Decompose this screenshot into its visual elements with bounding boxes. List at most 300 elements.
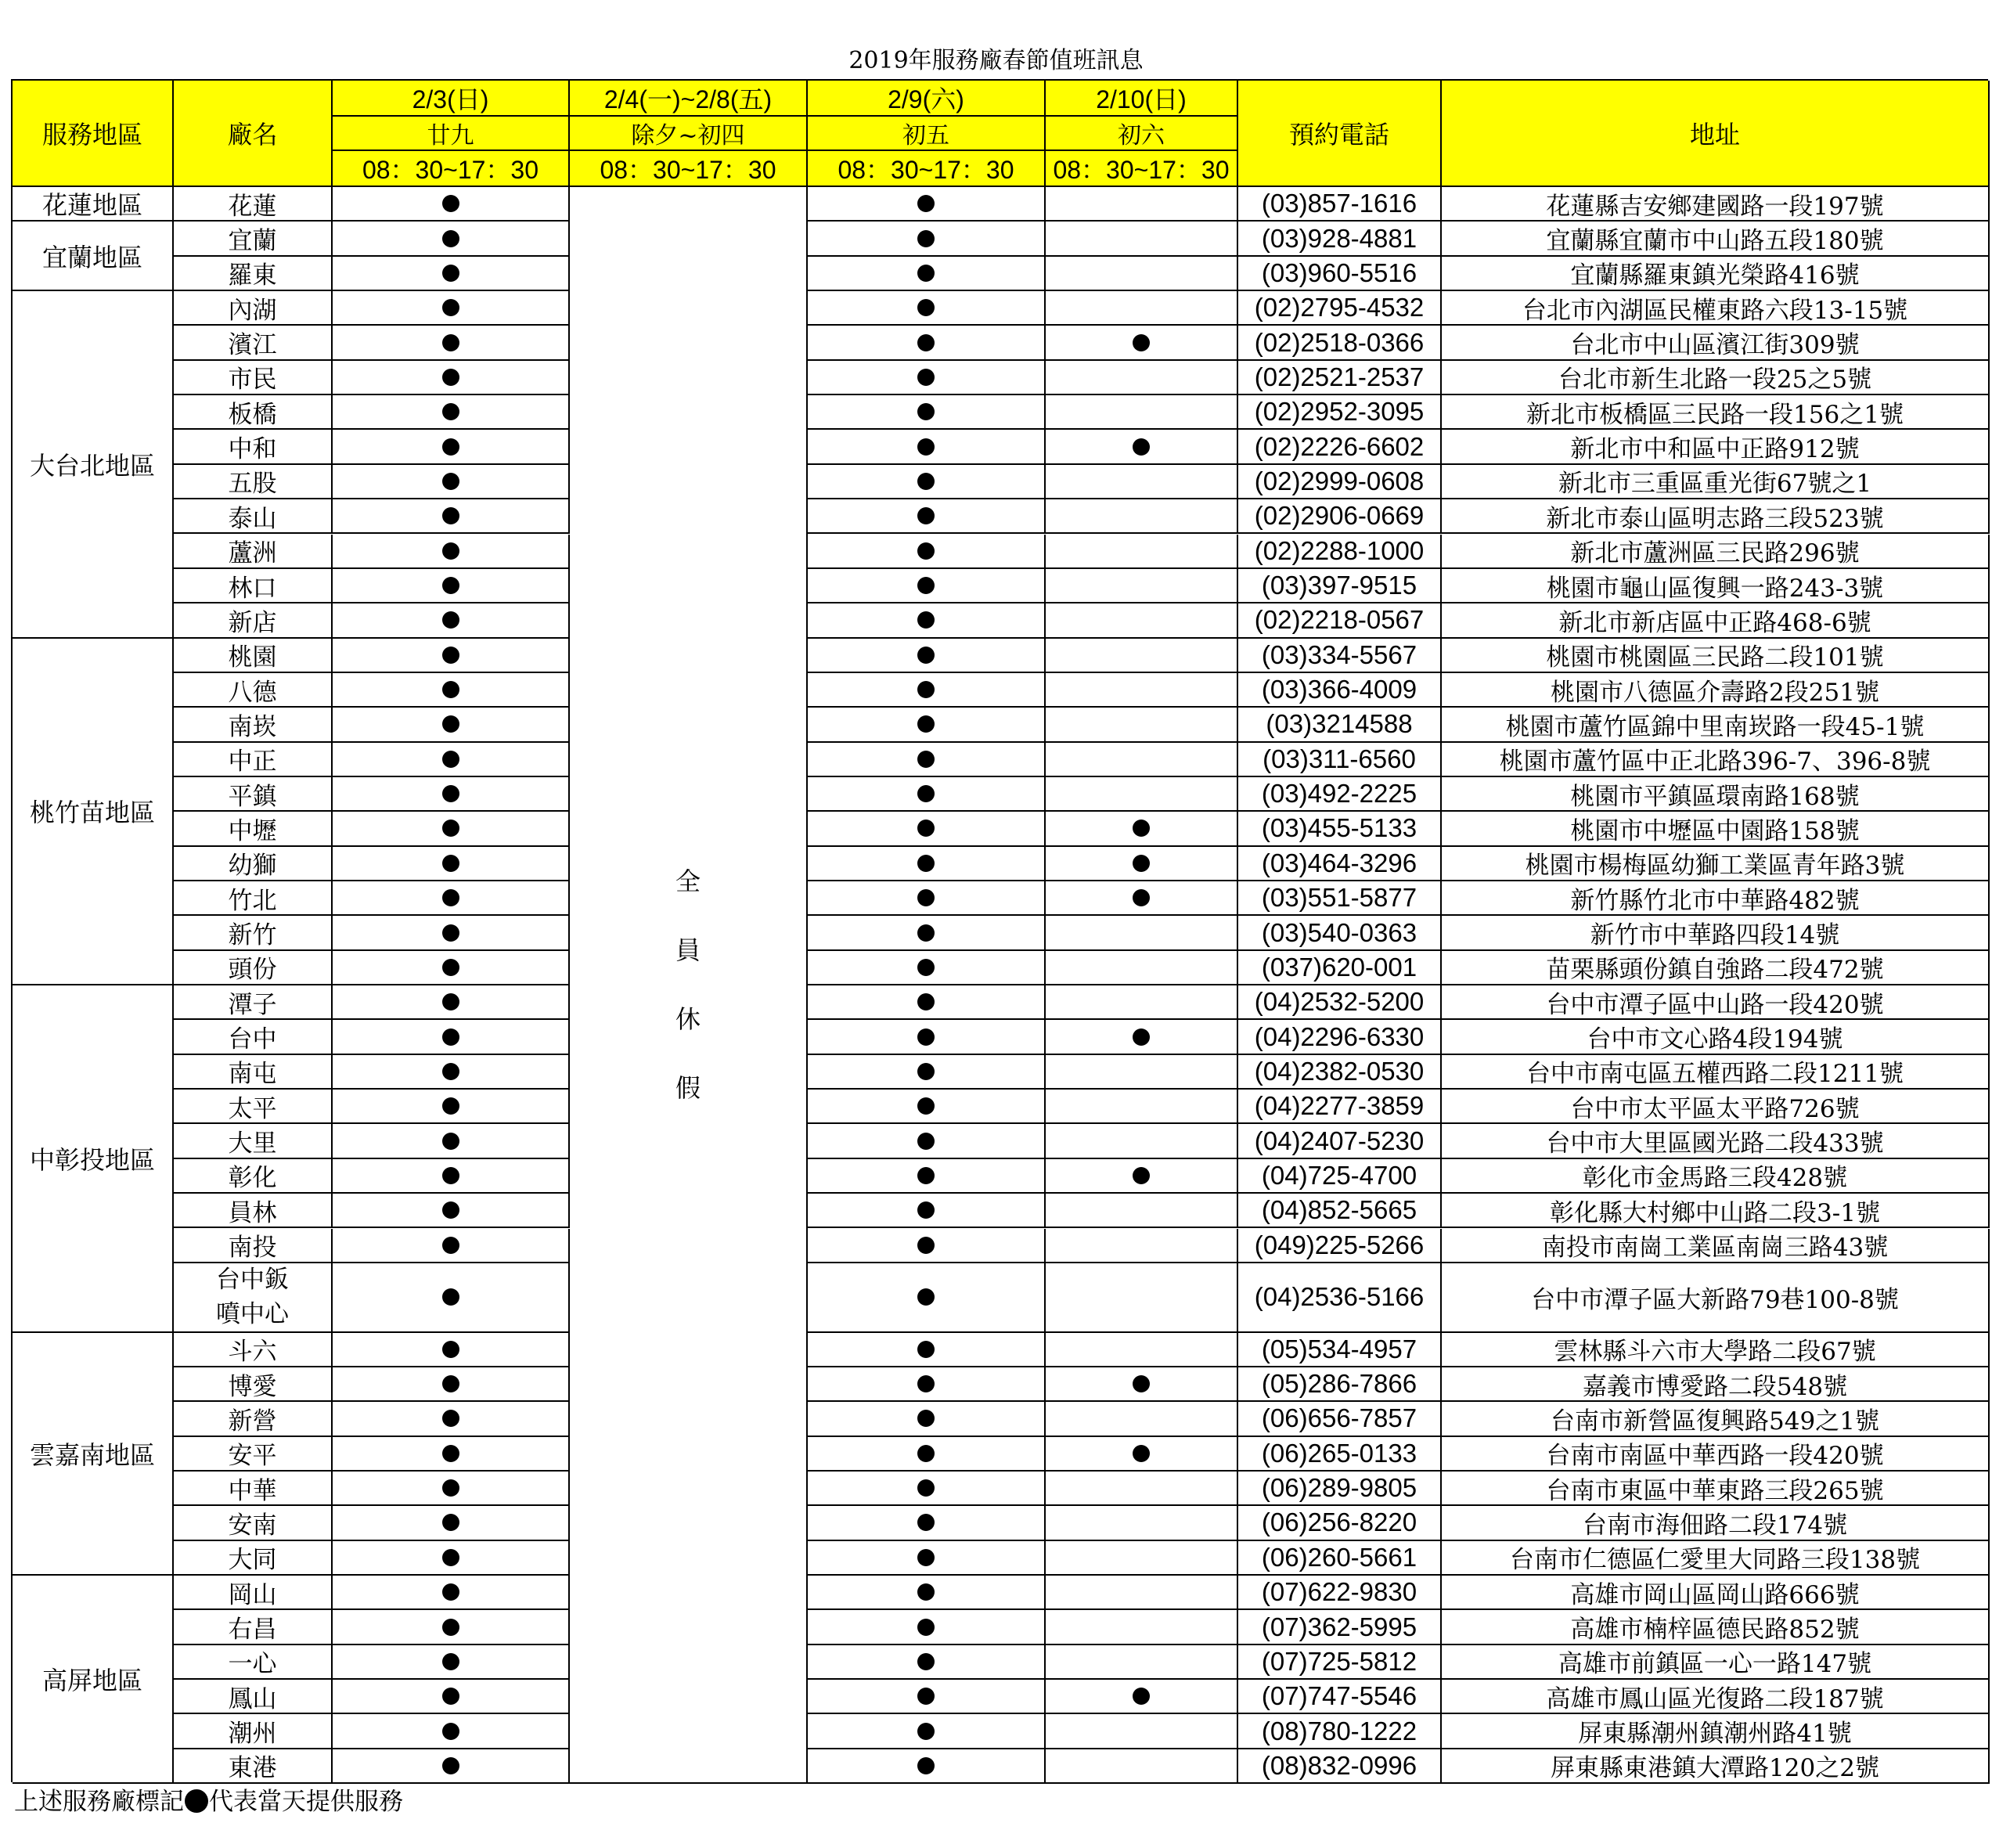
filled-circle-icon (442, 195, 459, 212)
day1-cell (333, 847, 570, 881)
day3-cell (808, 1541, 1046, 1576)
address: 台中市潭子區中山路一段420號 (1442, 985, 1990, 1020)
filled-circle-icon (917, 959, 935, 976)
day1-cell (333, 1090, 570, 1124)
filled-circle-icon (442, 647, 459, 664)
filled-circle-icon (1133, 1375, 1150, 1392)
day1-cell (333, 1645, 570, 1680)
filled-circle-icon (442, 1237, 459, 1254)
day1-cell (333, 1229, 570, 1263)
header-lunar-date: 除夕~初四 (570, 117, 808, 151)
phone-number: (04)2536-5166 (1238, 1263, 1442, 1333)
filled-circle-icon (442, 1479, 459, 1497)
header-hours: 08：30~17：30 (1046, 151, 1238, 187)
filled-circle-icon (917, 1201, 935, 1219)
day3-cell (808, 187, 1046, 222)
day1-cell (333, 465, 570, 499)
address: 台北市內湖區民權東路六段13-15號 (1442, 291, 1990, 326)
filled-circle-icon (442, 265, 459, 282)
phone-number: (03)960-5516 (1238, 257, 1442, 291)
day4-cell (1046, 257, 1238, 291)
day1-cell (333, 535, 570, 569)
address: 高雄市楠梓區德民路852號 (1442, 1610, 1990, 1644)
day1-cell (333, 1367, 570, 1402)
day4-cell (1046, 1124, 1238, 1158)
day1-cell (333, 1680, 570, 1714)
header-lunar-date: 初五 (808, 117, 1046, 151)
filled-circle-icon (442, 369, 459, 386)
day3-cell (808, 1159, 1046, 1194)
filled-circle-icon (917, 542, 935, 560)
day4-cell (1046, 1194, 1238, 1228)
header-date: 2/3(日) (333, 81, 570, 117)
day4-cell (1046, 1610, 1238, 1644)
factory-name: 新營 (174, 1402, 333, 1436)
factory-name: 五股 (174, 465, 333, 499)
day1-cell (333, 743, 570, 777)
day3-cell (808, 916, 1046, 950)
phone-number: (02)2521-2537 (1238, 361, 1442, 395)
day3-cell (808, 499, 1046, 534)
address: 台中市南屯區五權西路二段1211號 (1442, 1055, 1990, 1090)
filled-circle-icon (917, 299, 935, 316)
day4-cell (1046, 708, 1238, 742)
legend-note-prefix: 上述服務廠標記 (14, 1788, 184, 1816)
address: 桃園市蘆竹區中正北路396-7、396-8號 (1442, 743, 1990, 777)
phone-number: (03)334-5567 (1238, 639, 1442, 673)
phone-number: (02)2288-1000 (1238, 535, 1442, 569)
header-lunar-date: 初六 (1046, 117, 1238, 151)
day3-cell (808, 1749, 1046, 1784)
address: 屏東縣東港鎮大潭路120之2號 (1442, 1749, 1990, 1784)
phone-number: (04)2407-5230 (1238, 1124, 1442, 1158)
region-name: 花蓮地區 (13, 187, 174, 222)
phone-number: (07)725-5812 (1238, 1645, 1442, 1680)
day4-cell (1046, 812, 1238, 846)
factory-name: 潭子 (174, 985, 333, 1020)
day1-cell (333, 187, 570, 222)
closed-text-char: 假 (675, 1073, 701, 1104)
header-region: 服務地區 (13, 81, 174, 187)
phone-number: (04)2296-6330 (1238, 1020, 1442, 1054)
address: 桃園市蘆竹區錦中里南崁路一段45-1號 (1442, 708, 1990, 742)
header-lunar-date: 廿九 (333, 117, 570, 151)
phone-number: (05)534-4957 (1238, 1333, 1442, 1367)
filled-circle-icon (917, 230, 935, 247)
day4-cell (1046, 603, 1238, 638)
day1-cell (333, 1124, 570, 1158)
day1-cell (333, 1402, 570, 1436)
day3-cell (808, 708, 1046, 742)
region-name: 雲嘉南地區 (13, 1333, 174, 1576)
filled-circle-icon (917, 1479, 935, 1497)
phone-number: (06)260-5661 (1238, 1541, 1442, 1576)
address: 台南市新營區復興路549之1號 (1442, 1402, 1990, 1436)
filled-circle-icon (917, 751, 935, 768)
day3-cell (808, 847, 1046, 881)
filled-circle-icon (917, 1028, 935, 1046)
factory-name: 林口 (174, 569, 333, 603)
phone-number: (02)2952-3095 (1238, 395, 1442, 430)
factory-name: 安平 (174, 1437, 333, 1472)
filled-circle-icon (917, 1237, 935, 1254)
filled-circle-icon (917, 1288, 935, 1306)
phone-number: (02)2226-6602 (1238, 430, 1442, 464)
filled-circle-icon (442, 1201, 459, 1219)
factory-name: 八德 (174, 673, 333, 708)
phone-number: (04)2382-0530 (1238, 1055, 1442, 1090)
day1-cell (333, 916, 570, 950)
phone-number: (08)780-1222 (1238, 1714, 1442, 1749)
filled-circle-icon (917, 611, 935, 629)
day1-cell (333, 673, 570, 708)
address: 台南市海佃路二段174號 (1442, 1506, 1990, 1540)
factory-name: 彰化 (174, 1159, 333, 1194)
filled-circle-icon (917, 369, 935, 386)
filled-circle-icon (185, 1789, 208, 1813)
header-date: 2/10(日) (1046, 81, 1238, 117)
factory-name (174, 1263, 333, 1333)
day1-cell (333, 430, 570, 464)
day1-cell (333, 881, 570, 916)
factory-name: 竹北 (174, 881, 333, 916)
phone-number: (02)2999-0608 (1238, 465, 1442, 499)
address: 嘉義市博愛路二段548號 (1442, 1367, 1990, 1402)
day1-cell (333, 1020, 570, 1054)
day3-cell (808, 951, 1046, 985)
filled-circle-icon (442, 1619, 459, 1636)
day1-cell (333, 361, 570, 395)
factory-name: 中壢 (174, 812, 333, 846)
day1-cell (333, 1263, 570, 1333)
day4-cell (1046, 535, 1238, 569)
filled-circle-icon (442, 785, 459, 802)
filled-circle-icon (442, 1133, 459, 1150)
factory-name: 內湖 (174, 291, 333, 326)
address: 台中市大里區國光路二段433號 (1442, 1124, 1990, 1158)
phone-number: (03)3214588 (1238, 708, 1442, 742)
address: 台中市文心路4段194號 (1442, 1020, 1990, 1054)
filled-circle-icon (917, 1514, 935, 1531)
closed-all-staff (570, 187, 808, 1784)
day4-cell (1046, 1437, 1238, 1472)
filled-circle-icon (917, 1341, 935, 1358)
factory-name: 頭份 (174, 951, 333, 985)
address: 新北市三重區重光街67號之1 (1442, 465, 1990, 499)
factory-name: 一心 (174, 1645, 333, 1680)
address: 台南市仁德區仁愛里大同路三段138號 (1442, 1541, 1990, 1576)
day3-cell (808, 1124, 1046, 1158)
day4-cell (1046, 1680, 1238, 1714)
filled-circle-icon (917, 924, 935, 942)
filled-circle-icon (917, 1097, 935, 1115)
address: 南投市南崗工業區南崗三路43號 (1442, 1229, 1990, 1263)
day3-cell (808, 1472, 1046, 1506)
header-hours: 08：30~17：30 (570, 151, 808, 187)
phone-number: (03)551-5877 (1238, 881, 1442, 916)
day3-cell (808, 1610, 1046, 1644)
phone-number: (02)2906-0669 (1238, 499, 1442, 534)
day4-cell (1046, 673, 1238, 708)
phone-number: (049)225-5266 (1238, 1229, 1442, 1263)
filled-circle-icon (917, 1653, 935, 1670)
address: 高雄市前鎮區一心一路147號 (1442, 1645, 1990, 1680)
day4-cell (1046, 1055, 1238, 1090)
address: 宜蘭縣羅東鎮光榮路416號 (1442, 257, 1990, 291)
day3-cell (808, 1506, 1046, 1540)
day3-cell (808, 395, 1046, 430)
factory-name: 中華 (174, 1472, 333, 1506)
day1-cell (333, 291, 570, 326)
filled-circle-icon (442, 1341, 459, 1358)
day4-cell (1046, 1749, 1238, 1784)
day1-cell (333, 1159, 570, 1194)
filled-circle-icon (442, 577, 459, 594)
factory-name: 岡山 (174, 1576, 333, 1610)
day4-cell (1046, 1367, 1238, 1402)
day4-cell (1046, 1506, 1238, 1540)
address: 苗栗縣頭份鎮自強路二段472號 (1442, 951, 1990, 985)
day3-cell (808, 430, 1046, 464)
day3-cell (808, 1402, 1046, 1436)
filled-circle-icon (917, 473, 935, 490)
day3-cell (808, 1367, 1046, 1402)
factory-name: 中和 (174, 430, 333, 464)
filled-circle-icon (442, 299, 459, 316)
phone-number: (03)464-3296 (1238, 847, 1442, 881)
day4-cell (1046, 1229, 1238, 1263)
header-date: 2/4(一)~2/8(五) (570, 81, 808, 117)
day4-cell (1046, 326, 1238, 360)
day4-cell (1046, 881, 1238, 916)
filled-circle-icon (442, 230, 459, 247)
factory-name: 南屯 (174, 1055, 333, 1090)
legend-note (14, 1786, 403, 1817)
day3-cell (808, 1263, 1046, 1333)
day4-cell (1046, 569, 1238, 603)
address: 新竹市中華路四段14號 (1442, 916, 1990, 950)
filled-circle-icon (442, 1445, 459, 1462)
day4-cell (1046, 465, 1238, 499)
filled-circle-icon (917, 195, 935, 212)
filled-circle-icon (442, 1757, 459, 1774)
address: 桃園市平鎮區環南路168號 (1442, 777, 1990, 812)
factory-name-line: 噴中心 (216, 1300, 289, 1329)
filled-circle-icon (442, 681, 459, 698)
day3-cell (808, 777, 1046, 812)
address: 高雄市岡山區岡山路666號 (1442, 1576, 1990, 1610)
address: 台中市太平區太平路726號 (1442, 1090, 1990, 1124)
page-title: 2019年服務廠春節值班訊息 (848, 47, 1144, 74)
day3-cell (808, 603, 1046, 638)
filled-circle-icon (1133, 855, 1150, 872)
filled-circle-icon (917, 1063, 935, 1080)
day3-cell (808, 291, 1046, 326)
factory-name-line: 台中鈑 (216, 1266, 289, 1295)
day4-cell (1046, 222, 1238, 256)
phone-number: (05)286-7866 (1238, 1367, 1442, 1402)
day1-cell (333, 603, 570, 638)
phone-number: (08)832-0996 (1238, 1749, 1442, 1784)
factory-name: 員林 (174, 1194, 333, 1228)
address: 新北市板橋區三民路一段156之1號 (1442, 395, 1990, 430)
day3-cell (808, 535, 1046, 569)
day1-cell (333, 1333, 570, 1367)
filled-circle-icon (1133, 1445, 1150, 1462)
factory-name: 太平 (174, 1090, 333, 1124)
day1-cell (333, 812, 570, 846)
filled-circle-icon (442, 820, 459, 837)
address: 台南市東區中華東路三段265號 (1442, 1472, 1990, 1506)
phone-number: (04)2277-3859 (1238, 1090, 1442, 1124)
day3-cell (808, 985, 1046, 1020)
day1-cell (333, 1541, 570, 1576)
day1-cell (333, 222, 570, 256)
day3-cell (808, 222, 1046, 256)
filled-circle-icon (442, 751, 459, 768)
filled-circle-icon (917, 855, 935, 872)
address: 新北市蘆洲區三民路296號 (1442, 535, 1990, 569)
address: 桃園市楊梅區幼獅工業區青年路3號 (1442, 847, 1990, 881)
day1-cell (333, 395, 570, 430)
filled-circle-icon (442, 993, 459, 1010)
filled-circle-icon (442, 1583, 459, 1601)
day3-cell (808, 1576, 1046, 1610)
day4-cell (1046, 187, 1238, 222)
filled-circle-icon (442, 438, 459, 456)
day3-cell (808, 257, 1046, 291)
factory-name: 泰山 (174, 499, 333, 534)
day1-cell (333, 1194, 570, 1228)
filled-circle-icon (1133, 1167, 1150, 1184)
filled-circle-icon (917, 1133, 935, 1150)
address: 高雄市鳳山區光復路二段187號 (1442, 1680, 1990, 1714)
factory-name: 幼獅 (174, 847, 333, 881)
region-name: 高屏地區 (13, 1576, 174, 1784)
day1-cell (333, 1749, 570, 1784)
day1-cell (333, 1576, 570, 1610)
header-phone: 預約電話 (1238, 81, 1442, 187)
day4-cell (1046, 916, 1238, 950)
factory-name: 市民 (174, 361, 333, 395)
factory-name: 大里 (174, 1124, 333, 1158)
filled-circle-icon (442, 334, 459, 351)
day3-cell (808, 639, 1046, 673)
address: 新北市新店區中正路468-6號 (1442, 603, 1990, 638)
address: 宜蘭縣宜蘭市中山路五段180號 (1442, 222, 1990, 256)
filled-circle-icon (917, 1549, 935, 1566)
filled-circle-icon (442, 959, 459, 976)
factory-name: 大同 (174, 1541, 333, 1576)
factory-name: 新店 (174, 603, 333, 638)
header-factory: 廠名 (174, 81, 333, 187)
phone-number: (07)362-5995 (1238, 1610, 1442, 1644)
address: 新北市泰山區明志路三段523號 (1442, 499, 1990, 534)
region-name: 大台北地區 (13, 291, 174, 639)
factory-name: 南投 (174, 1229, 333, 1263)
address: 台中市潭子區大新路79巷100-8號 (1442, 1263, 1990, 1333)
factory-name: 鳳山 (174, 1680, 333, 1714)
factory-name: 南崁 (174, 708, 333, 742)
filled-circle-icon (917, 1410, 935, 1427)
day3-cell (808, 673, 1046, 708)
phone-number: (03)366-4009 (1238, 673, 1442, 708)
filled-circle-icon (442, 1723, 459, 1740)
phone-number: (07)622-9830 (1238, 1576, 1442, 1610)
filled-circle-icon (917, 1445, 935, 1462)
filled-circle-icon (917, 438, 935, 456)
filled-circle-icon (1133, 334, 1150, 351)
phone-number: (04)852-5665 (1238, 1194, 1442, 1228)
filled-circle-icon (442, 715, 459, 733)
filled-circle-icon (442, 507, 459, 524)
filled-circle-icon (442, 1097, 459, 1115)
day1-cell (333, 326, 570, 360)
filled-circle-icon (1133, 889, 1150, 906)
filled-circle-icon (442, 1167, 459, 1184)
filled-circle-icon (442, 924, 459, 942)
day1-cell (333, 777, 570, 812)
filled-circle-icon (442, 1653, 459, 1670)
day4-cell (1046, 1714, 1238, 1749)
filled-circle-icon (442, 1063, 459, 1080)
filled-circle-icon (917, 1619, 935, 1636)
day1-cell (333, 257, 570, 291)
day3-cell (808, 1680, 1046, 1714)
day4-cell (1046, 1159, 1238, 1194)
filled-circle-icon (917, 265, 935, 282)
filled-circle-icon (917, 1688, 935, 1705)
filled-circle-icon (1133, 1028, 1150, 1046)
address: 雲林縣斗六市大學路二段67號 (1442, 1333, 1990, 1367)
filled-circle-icon (442, 473, 459, 490)
filled-circle-icon (442, 1514, 459, 1531)
filled-circle-icon (917, 403, 935, 420)
day3-cell (808, 1333, 1046, 1367)
day4-cell (1046, 361, 1238, 395)
day3-cell (808, 1229, 1046, 1263)
filled-circle-icon (917, 993, 935, 1010)
address: 台南市南區中華西路一段420號 (1442, 1437, 1990, 1472)
address: 桃園市八德區介壽路2段251號 (1442, 673, 1990, 708)
filled-circle-icon (917, 785, 935, 802)
phone-number: (037)620-001 (1238, 951, 1442, 985)
factory-name: 濱江 (174, 326, 333, 360)
closed-text-char: 全 (675, 866, 701, 897)
phone-number: (02)2218-0567 (1238, 603, 1442, 638)
day4-cell (1046, 777, 1238, 812)
factory-name: 右昌 (174, 1610, 333, 1644)
filled-circle-icon (1133, 820, 1150, 837)
filled-circle-icon (917, 647, 935, 664)
day4-cell (1046, 291, 1238, 326)
filled-circle-icon (917, 1583, 935, 1601)
region-name: 桃竹苗地區 (13, 639, 174, 986)
day3-cell (808, 465, 1046, 499)
header-date: 2/9(六) (808, 81, 1046, 117)
day4-cell (1046, 743, 1238, 777)
day4-cell (1046, 1402, 1238, 1436)
day4-cell (1046, 430, 1238, 464)
filled-circle-icon (442, 542, 459, 560)
closed-text-char: 員 (675, 935, 701, 966)
phone-number: (03)311-6560 (1238, 743, 1442, 777)
day3-cell (808, 1714, 1046, 1749)
phone-number: (03)397-9515 (1238, 569, 1442, 603)
day1-cell (333, 1437, 570, 1472)
day1-cell (333, 985, 570, 1020)
day4-cell (1046, 1541, 1238, 1576)
